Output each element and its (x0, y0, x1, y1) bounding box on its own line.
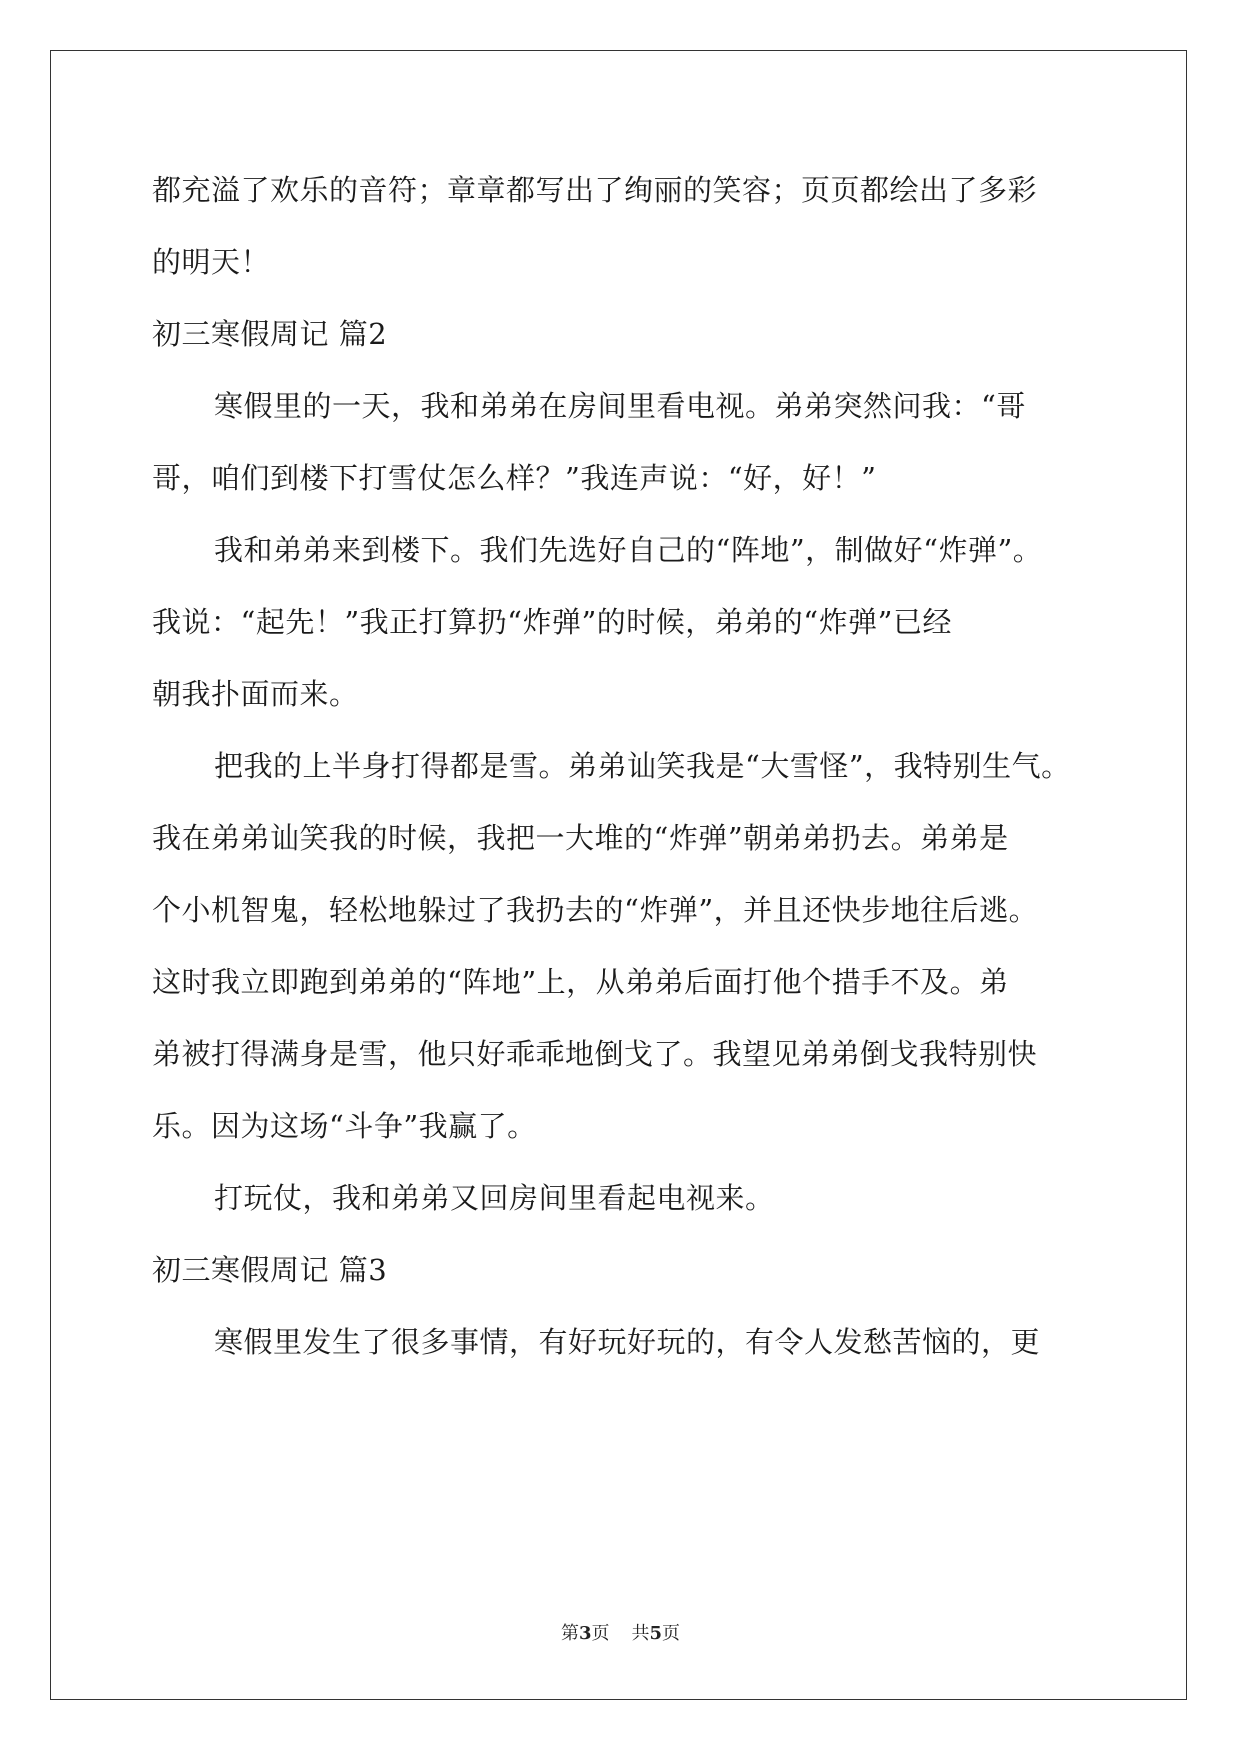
body-line-10: 个小机智鬼，轻松地躲过了我扔去的“炸弹”，并且还快步地往后逃。 (152, 893, 1039, 927)
body-line-11: 这时我立即跑到弟弟的“阵地”上，从弟弟后面打他个措手不及。弟 (152, 965, 1009, 999)
body-line-2: 的明天！ (152, 245, 271, 279)
footer-page-prefix: 第 (560, 1623, 579, 1644)
body-line-1: 都充溢了欢乐的音符；章章都写出了绚丽的笑容；页页都绘出了多彩 (152, 173, 1038, 207)
body-line-14: 打玩仗，我和弟弟又回房间里看起电视来。 (214, 1181, 775, 1215)
body-line-12: 弟被打得满身是雪，他只好乖乖地倒戈了。我望见弟弟倒戈我特别快 (152, 1037, 1038, 1071)
body-line-8: 把我的上半身打得都是雪。弟弟讪笑我是“大雪怪”，我特别生气。 (214, 749, 1071, 783)
body-line-13: 乐。因为这场“斗争”我赢了。 (152, 1109, 537, 1143)
footer-total-suffix: 页 (662, 1623, 681, 1644)
footer-total-prefix: 共 (631, 1623, 650, 1644)
page-footer (0, 1622, 1241, 1646)
body-line-4: 哥，咱们到楼下打雪仗怎么样？”我连声说：“好，好！” (152, 461, 877, 495)
body-line-6: 我说：“起先！”我正打算扔“炸弹”的时候，弟弟的“炸弹”已经 (152, 605, 952, 639)
section-heading-2: 初三寒假周记 篇2 (152, 317, 388, 351)
footer-total-number: 5 (649, 1623, 663, 1644)
page-border (50, 50, 1187, 1700)
body-line-3: 寒假里的一天，我和弟弟在房间里看电视。弟弟突然问我：“哥 (214, 389, 1026, 423)
footer-page-suffix: 页 (591, 1623, 610, 1644)
body-line-9: 我在弟弟讪笑我的时候，我把一大堆的“炸弹”朝弟弟扔去。弟弟是 (152, 821, 1009, 855)
body-line-7: 朝我扑面而来。 (152, 677, 359, 711)
body-line-5: 我和弟弟来到楼下。我们先选好自己的“阵地”，制做好“炸弹”。 (214, 533, 1043, 567)
section-heading-3: 初三寒假周记 篇3 (152, 1253, 388, 1287)
body-line-15: 寒假里发生了很多事情，有好玩好玩的，有令人发愁苦恼的，更 (214, 1325, 1041, 1359)
footer-page-number: 3 (578, 1623, 592, 1644)
